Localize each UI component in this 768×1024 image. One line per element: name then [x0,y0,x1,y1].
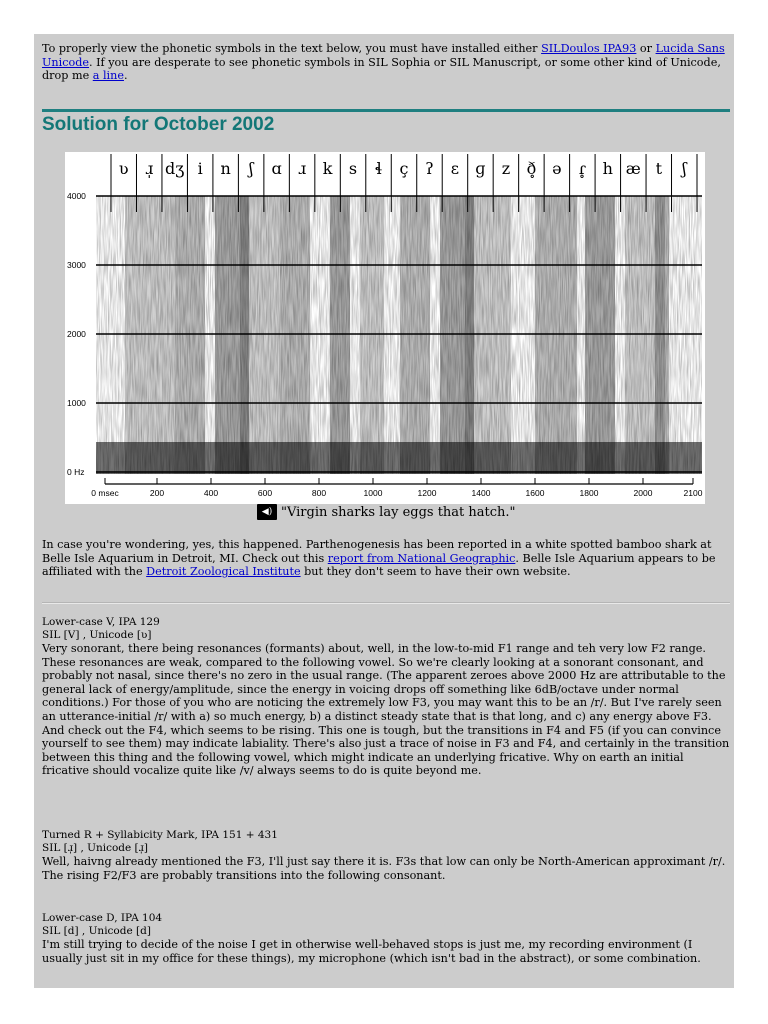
page-container [34,34,734,988]
para-text-3: but they don't seem to have their own website. [300,565,571,579]
entry-turned-r [42,829,732,882]
segment-label: dʒ [165,159,185,178]
frequency-tick-label: 4000 [67,191,86,201]
entry-body: Very sonorant, there being resonances (formants) about, well, in the low-to-mid F1 range and teh very low F2 range. These resonances are weak, compared to the following vowel. So we're clearly looking at a sonorant consonant, and probably not nasal, since there's no zero in the usual range. (The apparent zeroes above 2000 Hz are attributable to the general lack of energy/amplitude, since the energy in voicing drops off something like 6dB/octave under normal conditions.) For those of you who are noticing the extremely low F3, you may want this to be an /r/. But I've rarely seen an utterance-initial /r/ with a) so much energy, b) a distinct steady state that is that long, and c) any energy above F3. And check out the F4, which seems to be rising. This one is tough, but the transitions in F4 and F5 (if you can convince yourself to see them) may indicate labiality. There's also just a trace of noise in F3 and F4, and certainly in the transition between this thing and the following vowel, which might indicate an underlying fricative. Why on earth an initial fricative should vocalize quite like /v/ always seems to do is quite beyond me. [42,642,730,778]
time-tick-label: 1400 [471,488,491,498]
segment-label: k [322,159,333,178]
segment-label: æ [625,159,641,178]
time-tick-label: 1200 [417,488,437,498]
segment-label: z [501,159,511,178]
entry-title: Turned R + Syllabicity Mark, IPA 151 + 431 [42,829,278,841]
context-paragraph [42,538,732,579]
para-text-1: In case you're wondering, yes, this happened. Parthenogenesis has been reported in a white spotted bamboo shark at Belle Isle Aquarium in Detroit, MI. Check out this [42,538,712,565]
caption-text: "Virgin sharks lay eggs that hatch." [281,504,516,520]
time-tick-label: 1000 [363,488,383,498]
time-tick-label: 1800 [579,488,599,498]
time-tick-label: 2000 [633,488,653,498]
segment-label: ɡ [475,159,486,178]
frequency-tick-label: 1000 [67,398,86,408]
entry-sil-line: SIL [ɹ̩] , Unicode [ɹ̩] [42,842,149,854]
segment-label: ɬ [374,159,383,178]
national-geographic-link[interactable]: report from National Geographic [327,551,516,565]
segment-label: ɹ [298,159,307,178]
page-title: Solution for October 2002 [42,114,275,135]
segment-label: ɹ̩ [145,159,154,178]
spectrogram-image [65,152,705,504]
segment-label: ʋ [118,159,129,178]
segment-label: t [655,159,663,178]
time-tick-label: 400 [203,488,219,498]
time-tick-label: 0 msec [91,488,119,498]
segment-label: ɾ̥ [578,159,586,178]
time-tick-label: 1600 [525,488,545,498]
intro-text-3: . If you are desperate to see phonetic symbols in SIL Sophia or SIL Manuscript, or some other kind of Unicode, drop me [42,55,721,83]
segment-label: h [602,159,613,178]
time-tick-label: 800 [311,488,327,498]
segment-label: n [220,159,231,178]
sildoulos-link[interactable]: SILDoulos IPA93 [541,42,637,55]
frequency-tick-label: 3000 [67,260,86,270]
intro-text-2: or [636,42,656,55]
segment-label: ɛ [450,159,460,178]
time-tick-label: 200 [149,488,165,498]
entry-d [42,912,732,965]
entry-title: Lower-case V, IPA 129 [42,616,160,628]
speaker-icon[interactable]: ◀) [257,504,277,520]
entry-v [42,616,732,778]
frequency-tick-label: 0 Hz [67,467,85,477]
lucida-sans-link[interactable]: Lucida Sans Unicode [42,42,725,69]
para-text-2: . Belle Isle Aquarium appears to be affiliated with the [42,551,716,579]
segment-label: ʔ [425,159,434,178]
intro-text-1: To properly view the phonetic symbols in the text below, you must have installed either [42,42,542,55]
intro-paragraph [42,42,732,83]
entry-body: I'm still trying to decide of the noise I get in otherwise well-behaved stops is just me, my recording environment (I usually just sit in my office for these things), my microphone (which isn't bad in the abstract), or some combination. [42,938,701,965]
segment-label: ɑ [271,159,282,178]
segment-label: ə [552,159,562,178]
segment-label: ʃ [682,159,687,178]
segment-label: s [348,159,358,178]
contact-link[interactable]: a line [92,69,124,83]
section-divider [42,602,730,604]
entry-title: Lower-case D, IPA 104 [42,912,163,924]
segment-label: i [197,159,203,178]
entry-body: Well, haivng already mentioned the F3, I'll just say there it is. F3s that low can only be North-American approximant /r/. The rising F2/F3 are probably transitions into the following consonant. [42,855,726,882]
entry-sil-line: SIL [V] , Unicode [ʋ] [42,629,152,641]
heading-rule [42,109,730,112]
time-tick-label: 2100 [683,488,703,498]
segment-label: ʃ [248,159,254,178]
intro-text-4: . [123,69,128,83]
detroit-zoo-link[interactable]: Detroit Zoological Institute [146,565,301,579]
segment-label: ç [399,159,409,178]
time-tick-label: 600 [257,488,273,498]
segment-label: ð̥ [526,159,537,178]
frequency-tick-label: 2000 [67,329,86,339]
entry-sil-line: SIL [d] , Unicode [d] [42,925,151,937]
audio-caption [257,502,516,522]
